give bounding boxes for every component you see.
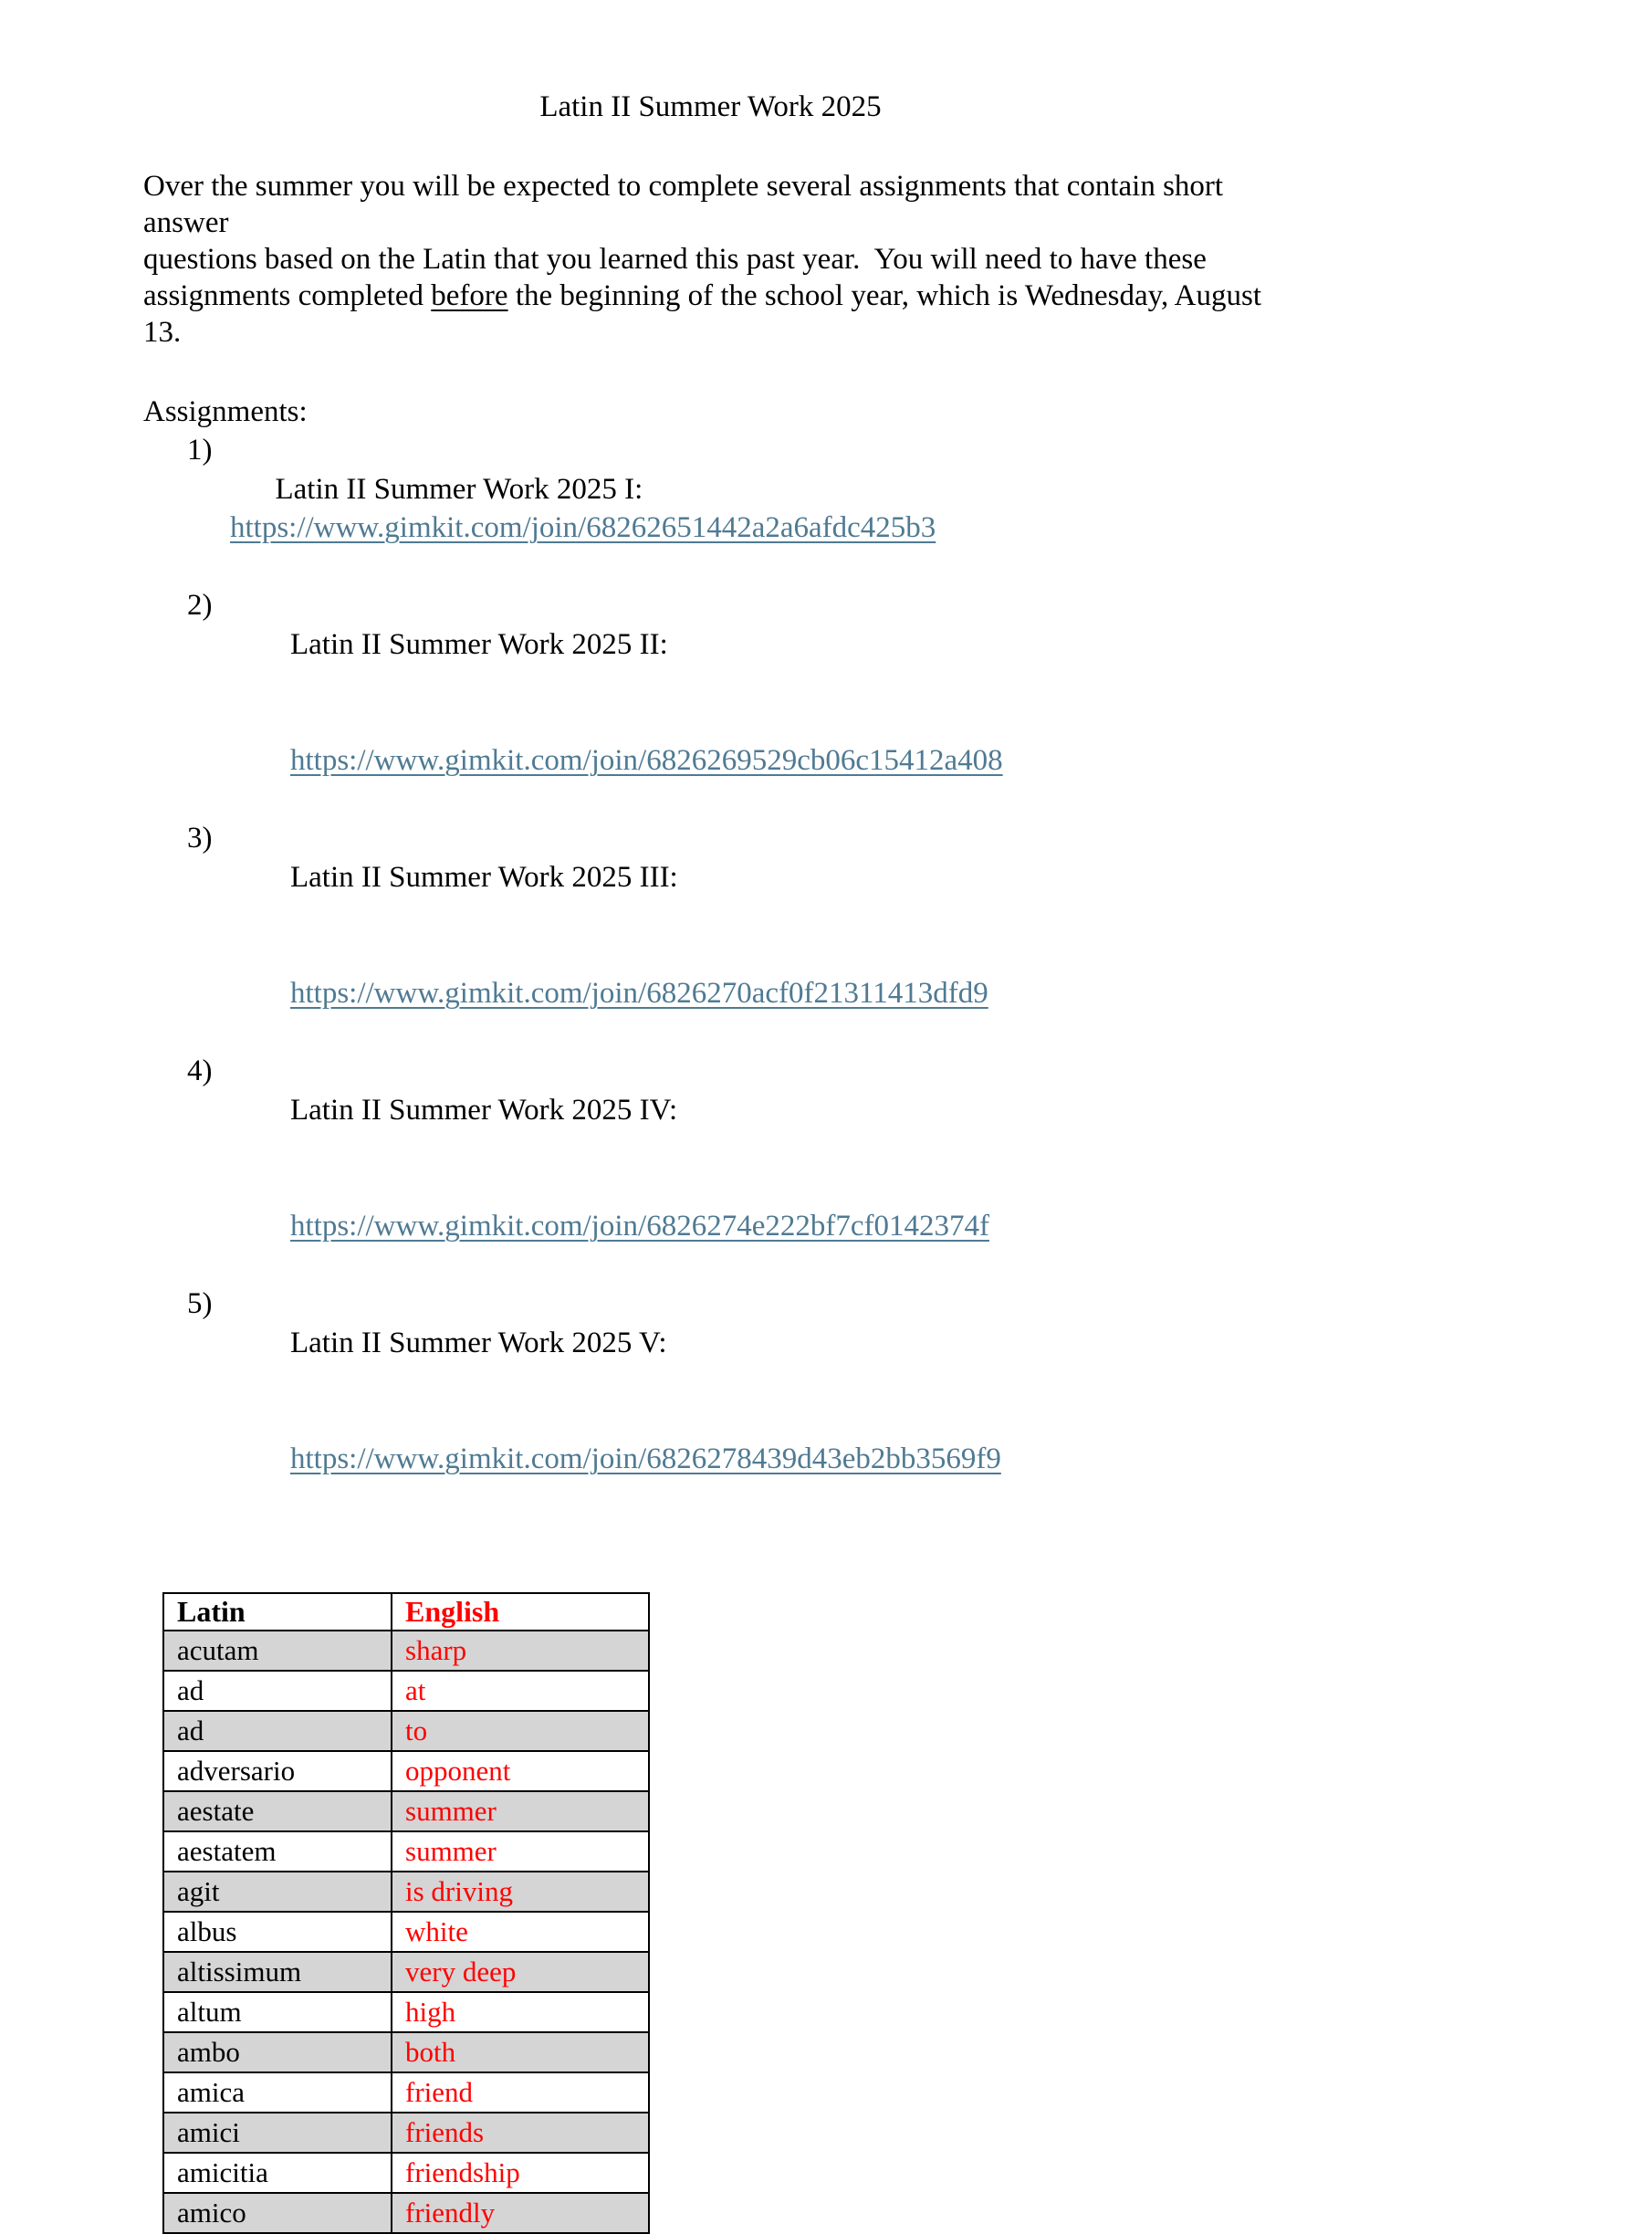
intro-line-3-pre: assignments completed (143, 279, 432, 312)
table-row (163, 1711, 649, 1751)
table-row (163, 1671, 649, 1711)
assignment-number: 4) (187, 1054, 213, 1087)
vocab-table-header-latin: Latin (163, 1593, 392, 1631)
table-row (163, 2072, 649, 2113)
english-cell: at (392, 1671, 649, 1711)
table-row (163, 2113, 649, 2153)
latin-cell: ad (163, 1671, 392, 1711)
assignment-number: 3) (187, 822, 213, 855)
table-row (163, 1912, 649, 1952)
latin-cell: adversario (163, 1751, 392, 1791)
assignment-item-2 (143, 586, 1278, 819)
latin-cell: amicitia (163, 2153, 392, 2193)
english-cell: to (392, 1711, 649, 1751)
latin-cell: altissimum (163, 1952, 392, 1992)
assignment-label: Latin II Summer Work 2025 II: (290, 627, 668, 661)
intro-line-1: Over the summer you will be expected to complete several assignments that contain short answer (143, 170, 1231, 239)
table-row (163, 1791, 649, 1831)
table-row (163, 2193, 649, 2233)
english-cell: summer (392, 1791, 649, 1831)
intro-line-2: questions based on the Latin that you learned this past year. You will need to have these (143, 243, 1207, 276)
english-cell: friendly (392, 2193, 649, 2233)
english-cell: friend (392, 2072, 649, 2113)
table-row (163, 1751, 649, 1791)
assignment-label: Latin II Summer Work 2025 III: (290, 860, 678, 894)
latin-cell: amico (163, 2193, 392, 2233)
assignment-link-4[interactable]: https://www.gimkit.com/join/6826274e222bf7cf0142374f (290, 1210, 989, 1243)
english-cell: white (392, 1912, 649, 1952)
intro-paragraph (143, 168, 1278, 351)
latin-cell: agit (163, 1872, 392, 1912)
assignment-number: 5) (187, 1287, 213, 1320)
assignment-item-4 (143, 1052, 1278, 1285)
table-row (163, 1831, 649, 1872)
assignment-link-2[interactable]: https://www.gimkit.com/join/6826269529cb06c15412a408 (290, 744, 1003, 777)
page-title: Latin II Summer Work 2025 (539, 90, 882, 123)
english-cell: friends (392, 2113, 649, 2153)
english-cell: high (392, 1992, 649, 2032)
assignment-link-3[interactable]: https://www.gimkit.com/join/6826270acf0f21311413dfd9 (290, 977, 988, 1010)
latin-cell: ambo (163, 2032, 392, 2072)
latin-cell: amici (163, 2113, 392, 2153)
table-row (163, 1631, 649, 1671)
assignment-label: Latin II Summer Work 2025 V: (290, 1326, 667, 1359)
vocab-table-header-english: English (392, 1593, 649, 1631)
assignment-item-3 (143, 819, 1278, 1052)
latin-cell: ad (163, 1711, 392, 1751)
assignment-number: 1) (187, 434, 213, 467)
document-page (143, 88, 1278, 2234)
intro-line-3-post: the beginning of the school year, which is Wednesday, August 13. (143, 279, 1270, 349)
table-row (163, 1952, 649, 1992)
assignment-list (143, 431, 1278, 1517)
latin-cell: altum (163, 1992, 392, 2032)
latin-cell: albus (163, 1912, 392, 1952)
assignment-link-1[interactable]: https://www.gimkit.com/join/68262651442a2a6afdc425b3 (230, 511, 936, 544)
assignment-label: Latin II Summer Work 2025 I: (275, 472, 651, 506)
latin-cell: amica (163, 2072, 392, 2113)
table-row (163, 2153, 649, 2193)
assignment-item-1 (143, 431, 1278, 586)
english-cell: very deep (392, 1952, 649, 1992)
assignment-number: 2) (187, 589, 213, 622)
latin-cell: acutam (163, 1631, 392, 1671)
table-row (163, 1992, 649, 2032)
intro-line-3 (143, 278, 1278, 351)
latin-cell: aestatem (163, 1831, 392, 1872)
english-cell: both (392, 2032, 649, 2072)
assignments-heading: Assignments: (143, 395, 308, 428)
english-cell: opponent (392, 1751, 649, 1791)
assignment-label: Latin II Summer Work 2025 IV: (290, 1093, 678, 1127)
english-cell: sharp (392, 1631, 649, 1671)
assignment-link-5[interactable]: https://www.gimkit.com/join/6826278439d43eb2bb3569f9 (290, 1442, 1001, 1475)
latin-cell: aestate (163, 1791, 392, 1831)
english-cell: friendship (392, 2153, 649, 2193)
table-row (163, 1872, 649, 1912)
vocab-table (162, 1592, 650, 2234)
english-cell: is driving (392, 1872, 649, 1912)
english-cell: summer (392, 1831, 649, 1872)
intro-line-3-underlined: before (431, 279, 508, 312)
assignment-item-5 (143, 1285, 1278, 1517)
table-row (163, 2032, 649, 2072)
vocab-table-header-row (163, 1593, 649, 1631)
